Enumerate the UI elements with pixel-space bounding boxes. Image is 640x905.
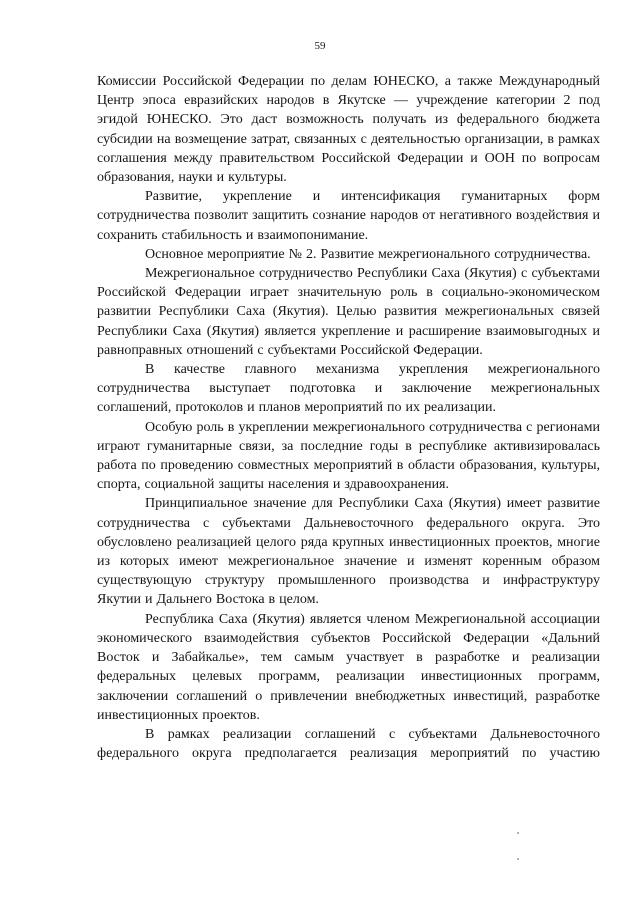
paragraph: В качестве главного механизма укрепления межрегионального сотрудничества выступает подготовка и заключение межрегиональных соглашений, протоколов и планов мероприятий по их реализации.	[97, 362, 600, 416]
paragraph: Особую роль в укреплении межрегионального сотрудничества с регионами играют гуманитарные связи, за последние годы в республике активизировалась работа по проведению совместных мероприятий в области образования, культуры, спорта, социальной защиты населения и здравоохранения.	[97, 419, 600, 493]
paragraph: Развитие, укрепление и интенсификация гуманитарных форм сотрудничества позволит защитить сознание народов от негативного воздействия и сохранить стабильность и взаимопонимание.	[97, 189, 600, 243]
scan-speck	[517, 858, 519, 860]
paragraph: Межрегиональное сотрудничество Республики Саха (Якутия) с субъектами Российской Федерации играет значительную роль в социально-экономическом развитии Республики Саха (Якутия). Целью развития межрегиональных связей Республики Саха (Якутия) является укрепление и расширение взаимовыгодных и равноправных отношений с субъектами Российской Федерации.	[97, 266, 600, 358]
paragraph: В рамках реализации соглашений с субъектами Дальневосточного федерального округа предполагается реализация мероприятий по участию	[97, 726, 600, 762]
page-number: 59	[314, 40, 326, 52]
paragraph: Комиссии Российской Федерации по делам ЮНЕСКО, а также Международный Центр эпоса евразийских народов в Якутске — учреждение категории 2 под эгидой ЮНЕСКО. Это даст возможность получать из федерального бюджета субсидии на возмещение затрат, связанных с деятельностью организации, в рамках соглашения между правительством Российской Федерации и ООН по вопросам образования, науки и культуры.	[97, 74, 600, 186]
paragraph: Принципиальное значение для Республики Саха (Якутия) имеет развитие сотрудничества с субъектами Дальневосточного федерального округа. Это обусловлено реализацией целого ряда крупных инвестиционных проектов, многие из которых имеют межрегиональное значение и изменят коренным образом существующую структуру промышленного производства и инфраструктуру Якутии и Дальнего Востока в целом.	[97, 496, 600, 608]
paragraph: Основное мероприятие № 2. Развитие межрегионального сотрудничества.	[145, 246, 591, 262]
paragraph: Республика Саха (Якутия) является членом Межрегиональной ассоциации экономического взаимодействия субъектов Российской Федерации «Дальний Восток и Забайкалье», тем самым участвует в разработке и реализации федеральных целевых программ, реализации инвестиционных программ, заключении соглашений о привлечении внебюджетных инвестиций, разработке инвестиционных проектов.	[97, 611, 600, 723]
scan-speck	[517, 832, 519, 834]
body-text	[97, 72, 600, 763]
